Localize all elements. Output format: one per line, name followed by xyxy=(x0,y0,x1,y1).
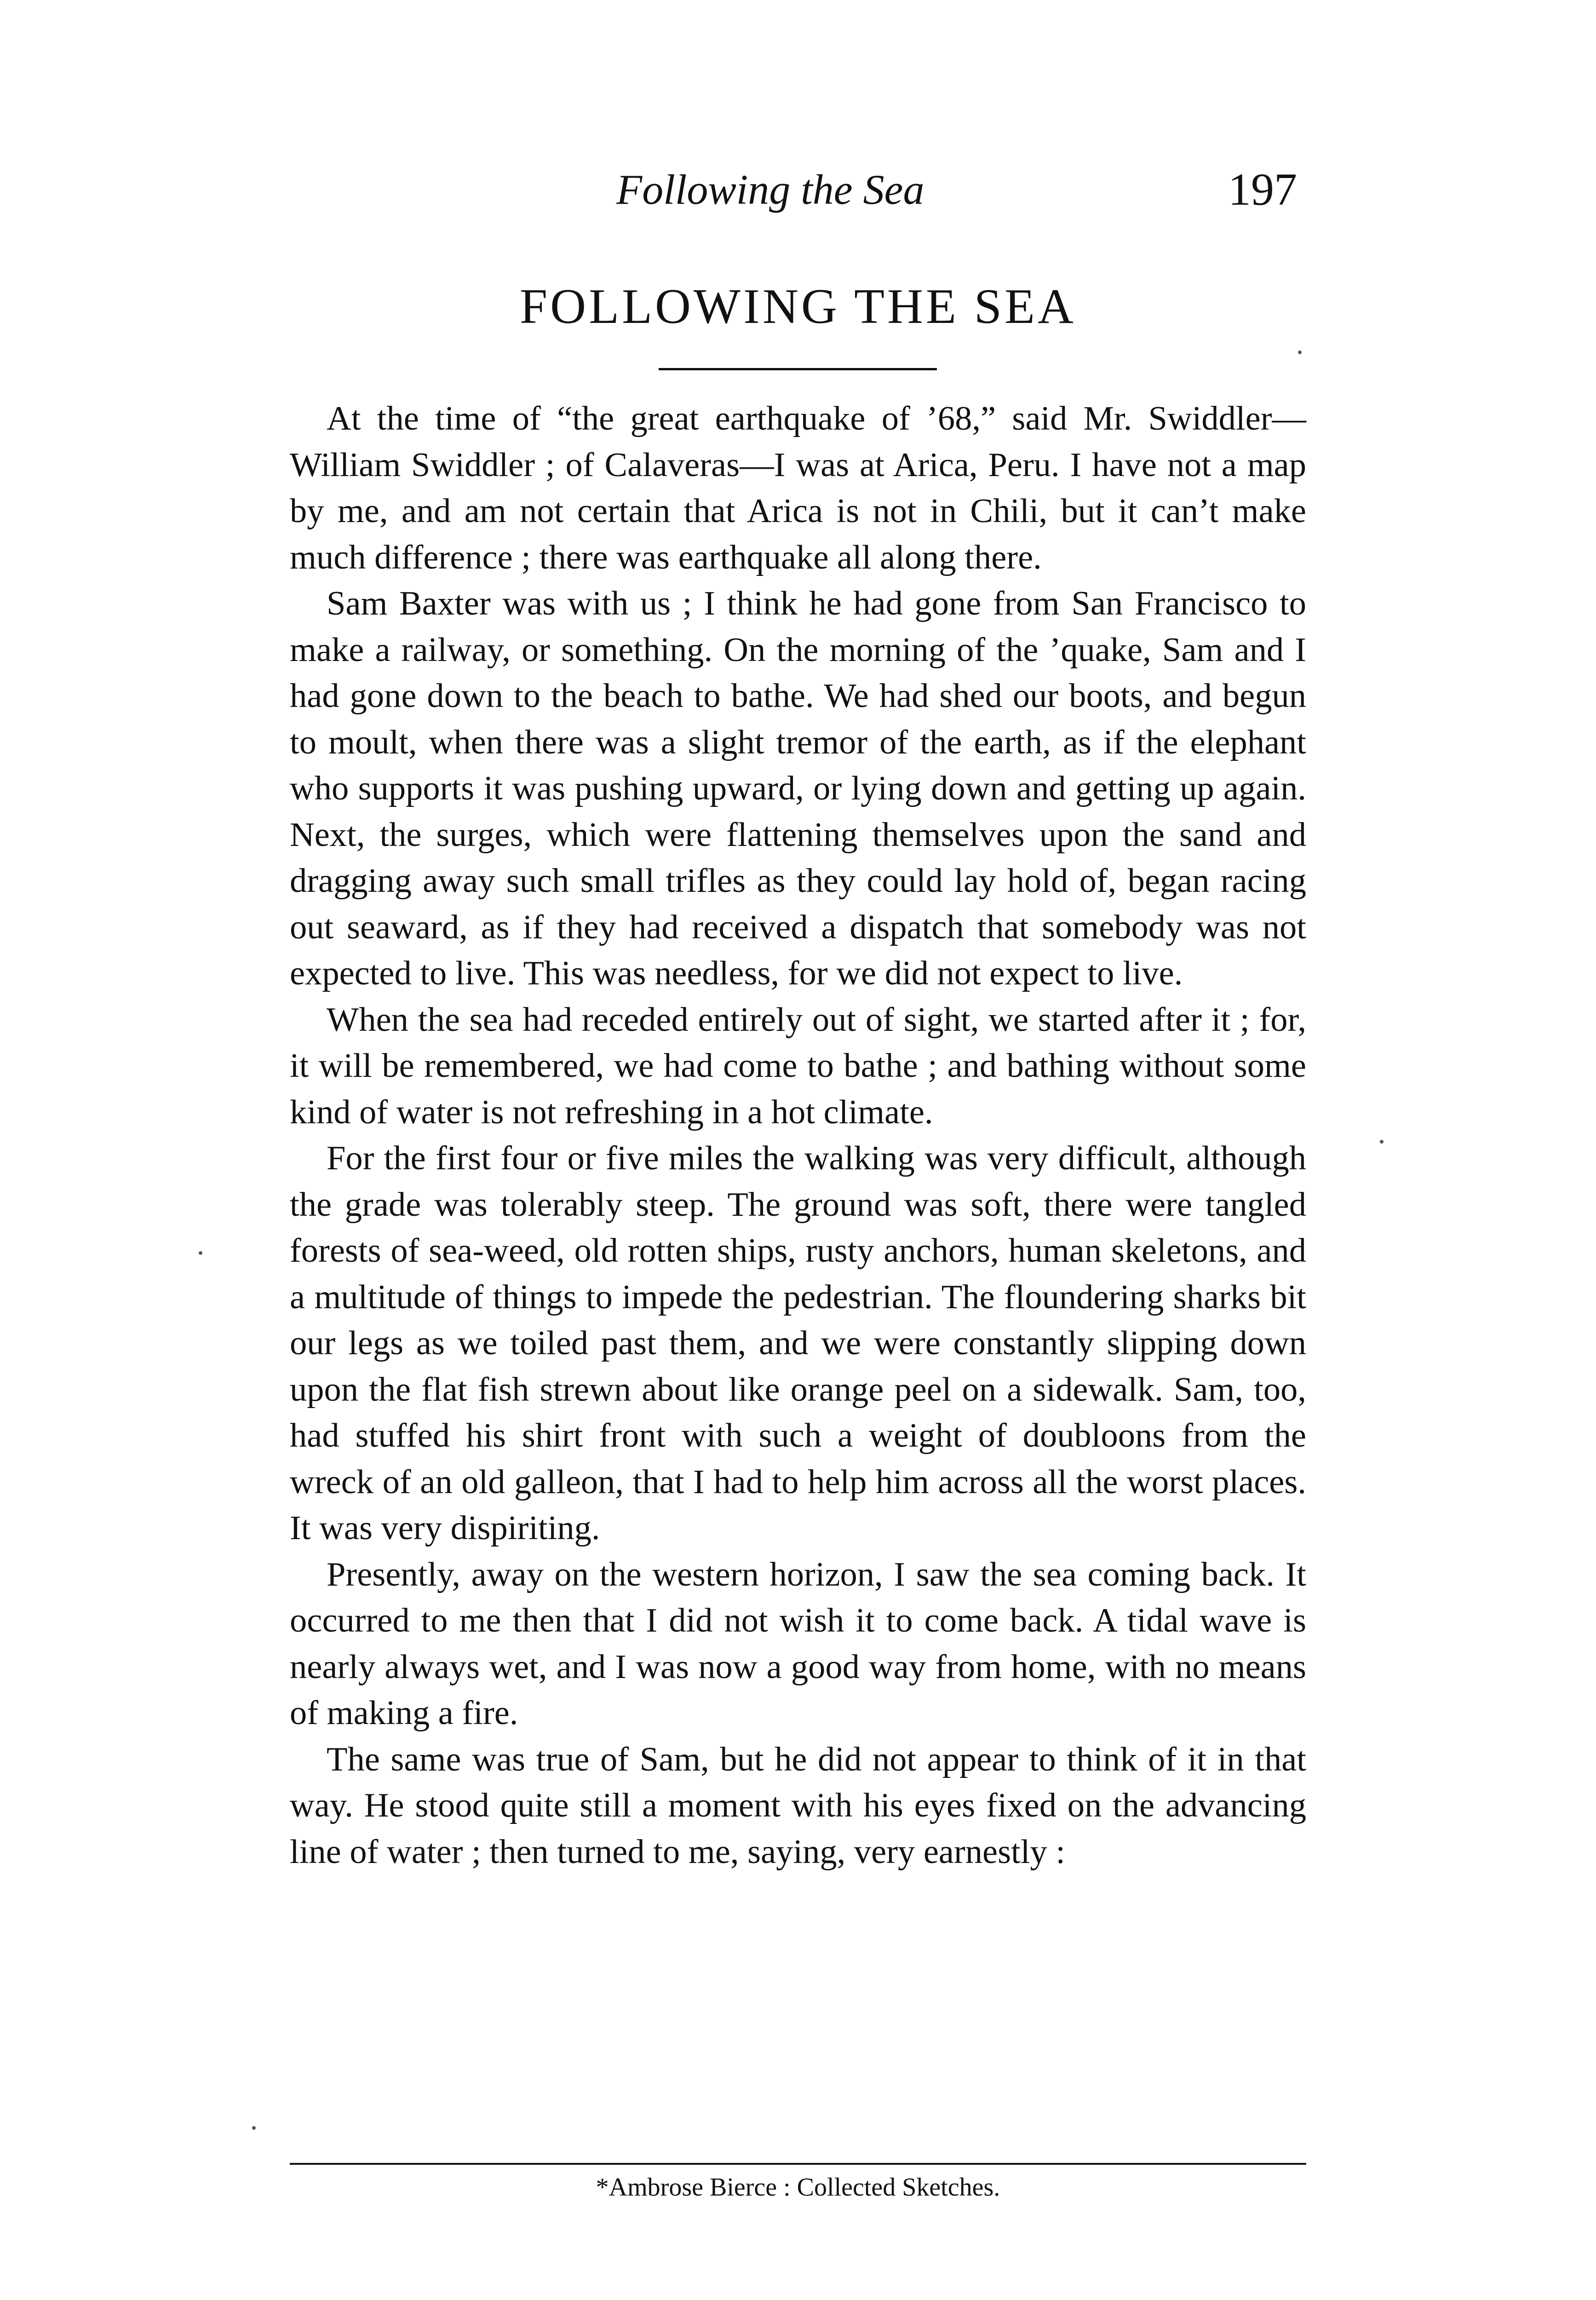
print-speck xyxy=(199,1251,202,1255)
footnote-rule xyxy=(290,2163,1306,2165)
paragraph-6: The same was true of Sam, but he did not appear to think of it in that way. He stood quite still a moment with his eyes fixed on the advancing line of water ; then turned to me, saying, very earnestly : xyxy=(290,1740,1306,1871)
print-speck xyxy=(1380,1140,1384,1144)
chapter-title: FOLLOWING THE SEA xyxy=(520,279,1076,334)
footnote: *Ambrose Bierce : Collected Sketches. xyxy=(596,2173,1000,2202)
paragraph-2: Sam Baxter was with us ; I think he had gone from San Francisco to make a railway, or something. On the morning of the ’quake, Sam and I had gone down to the beach to bathe. We had shed our boots, and begun to moult, when there was a slight tremor of the earth, as if the elephant who supports it was pushing upward, or lying down and getting up again. Next, the surges, which were flattening themselves upon the sand and dragging away such small trifles as they could lay hold of, began racing out seaward, as if they had received a dispatch that somebody was not expected to live. This was needless, for we did not expect to live. xyxy=(290,585,1306,992)
paragraph-3: When the sea had receded entirely out of sight, we started after it ; for, it will be remembered, we had come to bathe ; and bathing without some kind of water is not refreshing in a hot climate. xyxy=(290,1000,1306,1131)
print-speck xyxy=(252,2126,256,2130)
paragraph-5: Presently, away on the western horizon, I saw the sea coming back. It occurred to me then that I did not wish it to come back. A tidal wave is nearly always wet, and I was now a good way from home, with no means of making a fire. xyxy=(290,1555,1306,1732)
print-speck xyxy=(1298,351,1302,354)
body-text xyxy=(290,396,1306,1875)
paragraph-1: At the time of “the great earthquake of ’68,” said Mr. Swiddler—William Swiddler ; of Calaveras—I was at Arica, Peru. I have not a map by me, and am not certain that Arica is not in Chili, but it can’t make much difference ; there was earthquake all along there. xyxy=(290,400,1306,576)
paragraph-4: For the first four or five miles the walking was very difficult, although the grade was tolerably steep. The ground was soft, there were tangled forests of sea-weed, old rotten ships, rusty anchors, human skeletons, and a multitude of things to impede the pedestrian. The floundering sharks bit our legs as we toiled past them, and we were constantly slipping down upon the flat fish strewn about like orange peel on a sidewalk. Sam, too, had stuffed his shirt front with such a weight of doubloons from the wreck of an old galleon, that I had to help him across all the worst places. It was very dispiriting. xyxy=(290,1139,1306,1547)
page-number: 197 xyxy=(1228,164,1297,215)
title-rule xyxy=(659,368,937,370)
running-title: Following the Sea xyxy=(616,166,924,213)
